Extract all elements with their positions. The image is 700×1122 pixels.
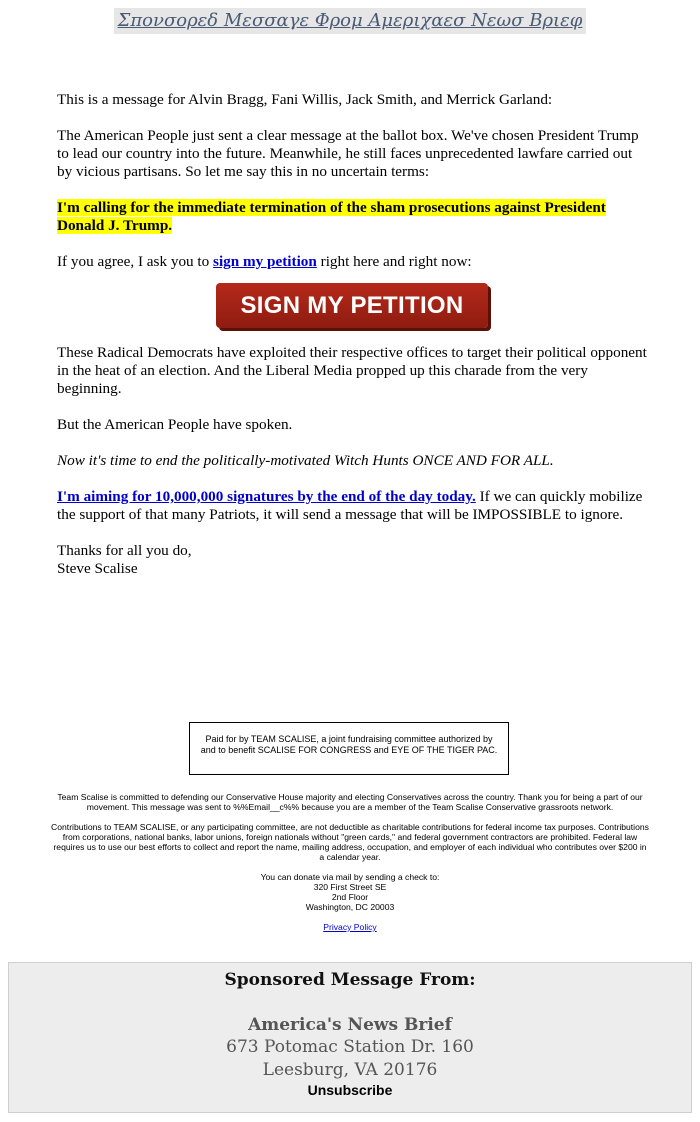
address-line-1: 320 First Street SE	[313, 882, 387, 892]
sponsor-footer	[8, 962, 692, 1113]
ask-suffix: right here and right now:	[316, 253, 472, 270]
footer-mail-address	[50, 872, 650, 912]
paragraph-people-spoken: But the American People have spoken.	[57, 416, 293, 433]
privacy-policy-link[interactable]: Privacy Policy	[323, 922, 377, 932]
address-line-3: Washington, DC 20003	[305, 902, 395, 912]
ask-paragraph	[57, 253, 647, 271]
goal-paragraph	[57, 488, 647, 524]
greeting: This is a message for Alvin Bragg, Fani Willis, Jack Smith, and Merrick Garland:	[57, 91, 553, 108]
unsubscribe-link[interactable]: Unsubscribe	[307, 1082, 393, 1098]
sponsor-heading: Sponsored Message From:	[224, 970, 476, 990]
paragraph-radical-democrats: These Radical Democrats have exploited their respective offices to target their political opponent in the heat of an election. And the Liberal Media propped up this charade from the very beginning.	[57, 344, 647, 397]
footer-commitment: Team Scalise is committed to defending our Conservative House majority and electing Conservatives across the country. Thank you for being a part of our movement. This message was sent to %%Email__c%% because you are a member of the Team Scalise Conservative grassroots network.	[57, 792, 643, 812]
sign-petition-link[interactable]: sign my petition	[213, 253, 317, 270]
sponsored-banner	[0, 8, 700, 34]
sponsor-address-line-2: Leesburg, VA 20176	[262, 1060, 438, 1080]
email-body	[57, 91, 647, 596]
address-line-2: 2nd Floor	[331, 892, 369, 902]
sponsored-banner-title[interactable]: Σπονσορεδ Μεσσαγε Φρομ Αμεριχαεσ Νεωσ Βριεφ	[114, 8, 587, 34]
goal-suffix: If we can quickly mobilize the support of that many Patriots, it will send a message that will be IMPOSSIBLE to ignore.	[57, 488, 643, 523]
cta-container	[57, 283, 647, 328]
sponsor-name: America's News Brief	[248, 1015, 452, 1035]
sign-petition-button[interactable]: SIGN MY PETITION	[216, 283, 488, 328]
footer	[50, 792, 650, 942]
highlight-paragraph	[57, 199, 647, 235]
paragraph-ballot-box: The American People just sent a clear message at the ballot box. We've chosen President Trump to lead our country into the future. Meanwhile, he still faces unprecedented lawfare carried out by vicious partisans. So let me say this in no uncertain terms:	[57, 127, 639, 180]
paragraph-witch-hunts: Now it's time to end the politically-motivated Witch Hunts ONCE AND FOR ALL.	[57, 452, 554, 469]
privacy-row	[50, 922, 650, 932]
signoff-block	[57, 542, 647, 578]
sponsor-address-line-1: 673 Potomac Station Dr. 160	[226, 1037, 474, 1057]
footer-contributions: Contributions to TEAM SCALISE, or any participating committee, are not deductible as charitable contributions for federal income tax purposes. Contributions from corporations, national banks, labor unions, foreign nationals without "green cards," and federal government contractors are prohibited. Federal law requires us to use our best efforts to collect and report the name, mailing address, occupation, and employer of each individual who contributes over $200 in a calendar year.	[51, 822, 649, 862]
highlight-text: I'm calling for the immediate termination of the sham prosecutions against President Donald J. Trump.	[57, 199, 606, 234]
ask-prefix: If you agree, I ask you to	[57, 253, 214, 270]
signoff: Thanks for all you do,	[57, 542, 192, 559]
signature-goal-link[interactable]: I'm aiming for 10,000,000 signatures by the end of the day today.	[57, 488, 476, 505]
signature: Steve Scalise	[57, 560, 138, 577]
mail-intro: You can donate via mail by sending a check to:	[260, 872, 440, 882]
paid-for-disclaimer: Paid for by TEAM SCALISE, a joint fundraising committee authorized by and to benefit SCALISE FOR CONGRESS and EYE OF THE TIGER PAC.	[189, 722, 509, 775]
